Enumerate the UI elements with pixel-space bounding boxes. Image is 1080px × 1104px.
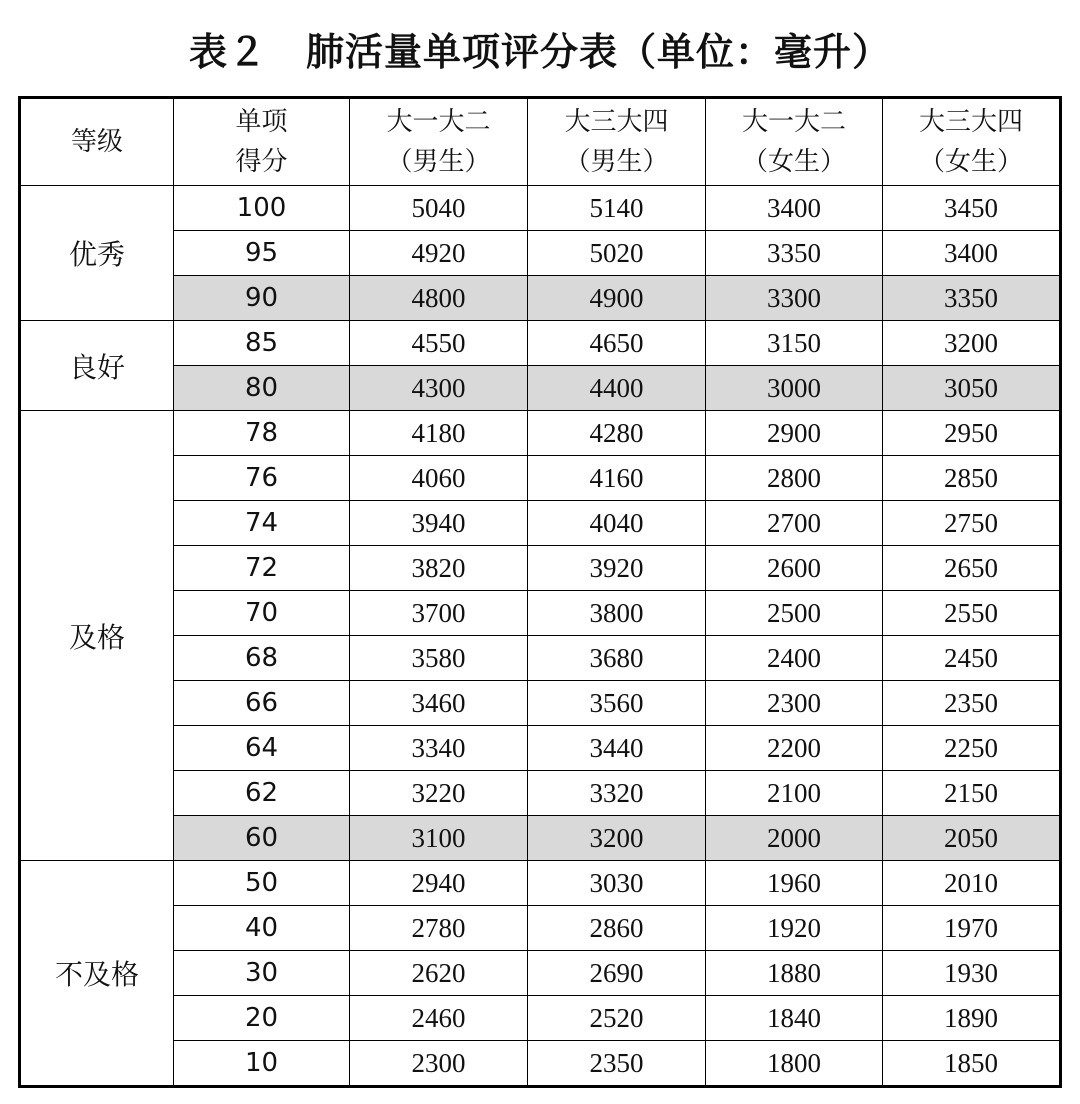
header-col-1: [350, 98, 528, 186]
table-row: [20, 186, 1061, 231]
value-cell: 2650: [883, 546, 1061, 591]
value-cell: 3400: [883, 231, 1061, 276]
score-cell: 40: [174, 906, 350, 951]
value-cell: 1890: [883, 996, 1061, 1041]
header-col-3-line2: （女生）: [741, 147, 846, 177]
value-cell: 4800: [350, 276, 528, 321]
value-cell: 3560: [528, 681, 706, 726]
value-cell: 3100: [350, 816, 528, 861]
value-cell: 3150: [706, 321, 883, 366]
table-row: [20, 996, 1061, 1041]
header-col-2: [528, 98, 706, 186]
value-cell: 2350: [883, 681, 1061, 726]
value-cell: 3220: [350, 771, 528, 816]
value-cell: 3400: [706, 186, 883, 231]
value-cell: 2860: [528, 906, 706, 951]
value-cell: 1920: [706, 906, 883, 951]
value-cell: 3000: [706, 366, 883, 411]
score-cell: 100: [174, 186, 350, 231]
value-cell: 2000: [706, 816, 883, 861]
value-cell: 4900: [528, 276, 706, 321]
value-cell: 2780: [350, 906, 528, 951]
table-row: [20, 816, 1061, 861]
value-cell: 4280: [528, 411, 706, 456]
value-cell: 2940: [350, 861, 528, 906]
table-title: 表２ 肺活量单项评分表（单位：毫升）: [188, 29, 891, 74]
score-cell: 74: [174, 501, 350, 546]
value-cell: 2690: [528, 951, 706, 996]
value-cell: 3030: [528, 861, 706, 906]
value-cell: 3940: [350, 501, 528, 546]
score-cell: 66: [174, 681, 350, 726]
value-cell: 2600: [706, 546, 883, 591]
table-row: [20, 501, 1061, 546]
header-col-4: [883, 98, 1061, 186]
table-row: [20, 591, 1061, 636]
value-cell: 2520: [528, 996, 706, 1041]
value-cell: 2100: [706, 771, 883, 816]
value-cell: 2750: [883, 501, 1061, 546]
table-row: [20, 411, 1061, 456]
value-cell: 3350: [883, 276, 1061, 321]
value-cell: 3460: [350, 681, 528, 726]
value-cell: 2550: [883, 591, 1061, 636]
value-cell: 2850: [883, 456, 1061, 501]
score-cell: 62: [174, 771, 350, 816]
value-cell: 5140: [528, 186, 706, 231]
score-cell: 50: [174, 861, 350, 906]
table-row: [20, 321, 1061, 366]
table-row: [20, 636, 1061, 681]
table-row: [20, 771, 1061, 816]
value-cell: 5040: [350, 186, 528, 231]
value-cell: 2300: [706, 681, 883, 726]
header-col-1-line2: （男生）: [386, 147, 491, 177]
value-cell: 3050: [883, 366, 1061, 411]
score-cell: 10: [174, 1041, 350, 1087]
value-cell: 3680: [528, 636, 706, 681]
score-cell: 70: [174, 591, 350, 636]
value-cell: 3440: [528, 726, 706, 771]
value-cell: 2460: [350, 996, 528, 1041]
value-cell: 4650: [528, 321, 706, 366]
table-row: [20, 546, 1061, 591]
value-cell: 2500: [706, 591, 883, 636]
header-row: [20, 98, 1061, 186]
table-row: [20, 726, 1061, 771]
score-cell: 20: [174, 996, 350, 1041]
value-cell: 4160: [528, 456, 706, 501]
value-cell: 2700: [706, 501, 883, 546]
value-cell: 2300: [350, 1041, 528, 1087]
value-cell: 3300: [706, 276, 883, 321]
value-cell: 5020: [528, 231, 706, 276]
value-cell: 3800: [528, 591, 706, 636]
header-col-2-line2: （男生）: [564, 147, 669, 177]
table-row: [20, 366, 1061, 411]
grade-cell: 优秀: [20, 186, 174, 321]
value-cell: 3920: [528, 546, 706, 591]
value-cell: 3350: [706, 231, 883, 276]
value-cell: 2800: [706, 456, 883, 501]
header-score: [174, 98, 350, 186]
value-cell: 1800: [706, 1041, 883, 1087]
score-cell: 76: [174, 456, 350, 501]
value-cell: 3200: [528, 816, 706, 861]
table-body: [20, 186, 1061, 1087]
score-cell: 85: [174, 321, 350, 366]
score-cell: 80: [174, 366, 350, 411]
value-cell: 2350: [528, 1041, 706, 1087]
score-cell: 78: [174, 411, 350, 456]
value-cell: 2010: [883, 861, 1061, 906]
value-cell: 2150: [883, 771, 1061, 816]
table-row: [20, 951, 1061, 996]
value-cell: 1960: [706, 861, 883, 906]
value-cell: 4300: [350, 366, 528, 411]
grade-cell: 良好: [20, 321, 174, 411]
header-grade: 等级: [20, 98, 174, 186]
value-cell: 3200: [883, 321, 1061, 366]
value-cell: 2450: [883, 636, 1061, 681]
grade-cell: 及格: [20, 411, 174, 861]
header-score-line1: 单项: [235, 107, 288, 137]
header-col-2-line1: 大三大四: [564, 107, 669, 137]
table-row: [20, 861, 1061, 906]
table-row: [20, 681, 1061, 726]
value-cell: 3340: [350, 726, 528, 771]
table-row: [20, 1041, 1061, 1087]
value-cell: 4550: [350, 321, 528, 366]
header-col-3-line1: 大一大二: [741, 107, 846, 137]
value-cell: 3820: [350, 546, 528, 591]
grade-cell: 不及格: [20, 861, 174, 1087]
value-cell: 1970: [883, 906, 1061, 951]
score-cell: 72: [174, 546, 350, 591]
value-cell: 1880: [706, 951, 883, 996]
value-cell: 2200: [706, 726, 883, 771]
table-row: [20, 906, 1061, 951]
table-row: [20, 231, 1061, 276]
table-row: [20, 456, 1061, 501]
value-cell: 4400: [528, 366, 706, 411]
value-cell: 3450: [883, 186, 1061, 231]
score-cell: 64: [174, 726, 350, 771]
value-cell: 1850: [883, 1041, 1061, 1087]
header-col-4-line1: 大三大四: [918, 107, 1023, 137]
header-col-4-line2: （女生）: [918, 147, 1023, 177]
value-cell: 4920: [350, 231, 528, 276]
value-cell: 2250: [883, 726, 1061, 771]
value-cell: 3580: [350, 636, 528, 681]
value-cell: 1930: [883, 951, 1061, 996]
value-cell: 3700: [350, 591, 528, 636]
value-cell: 4180: [350, 411, 528, 456]
table-row: [20, 276, 1061, 321]
header-col-3: [706, 98, 883, 186]
vital-capacity-score-table: [18, 96, 1062, 1088]
value-cell: 4060: [350, 456, 528, 501]
value-cell: 4040: [528, 501, 706, 546]
score-cell: 30: [174, 951, 350, 996]
score-cell: 95: [174, 231, 350, 276]
value-cell: 1840: [706, 996, 883, 1041]
value-cell: 2050: [883, 816, 1061, 861]
score-cell: 60: [174, 816, 350, 861]
header-col-1-line1: 大一大二: [386, 107, 491, 137]
value-cell: 3320: [528, 771, 706, 816]
value-cell: 2620: [350, 951, 528, 996]
value-cell: 2400: [706, 636, 883, 681]
header-score-line2: 得分: [235, 147, 288, 177]
value-cell: 2900: [706, 411, 883, 456]
score-cell: 90: [174, 276, 350, 321]
value-cell: 2950: [883, 411, 1061, 456]
score-cell: 68: [174, 636, 350, 681]
